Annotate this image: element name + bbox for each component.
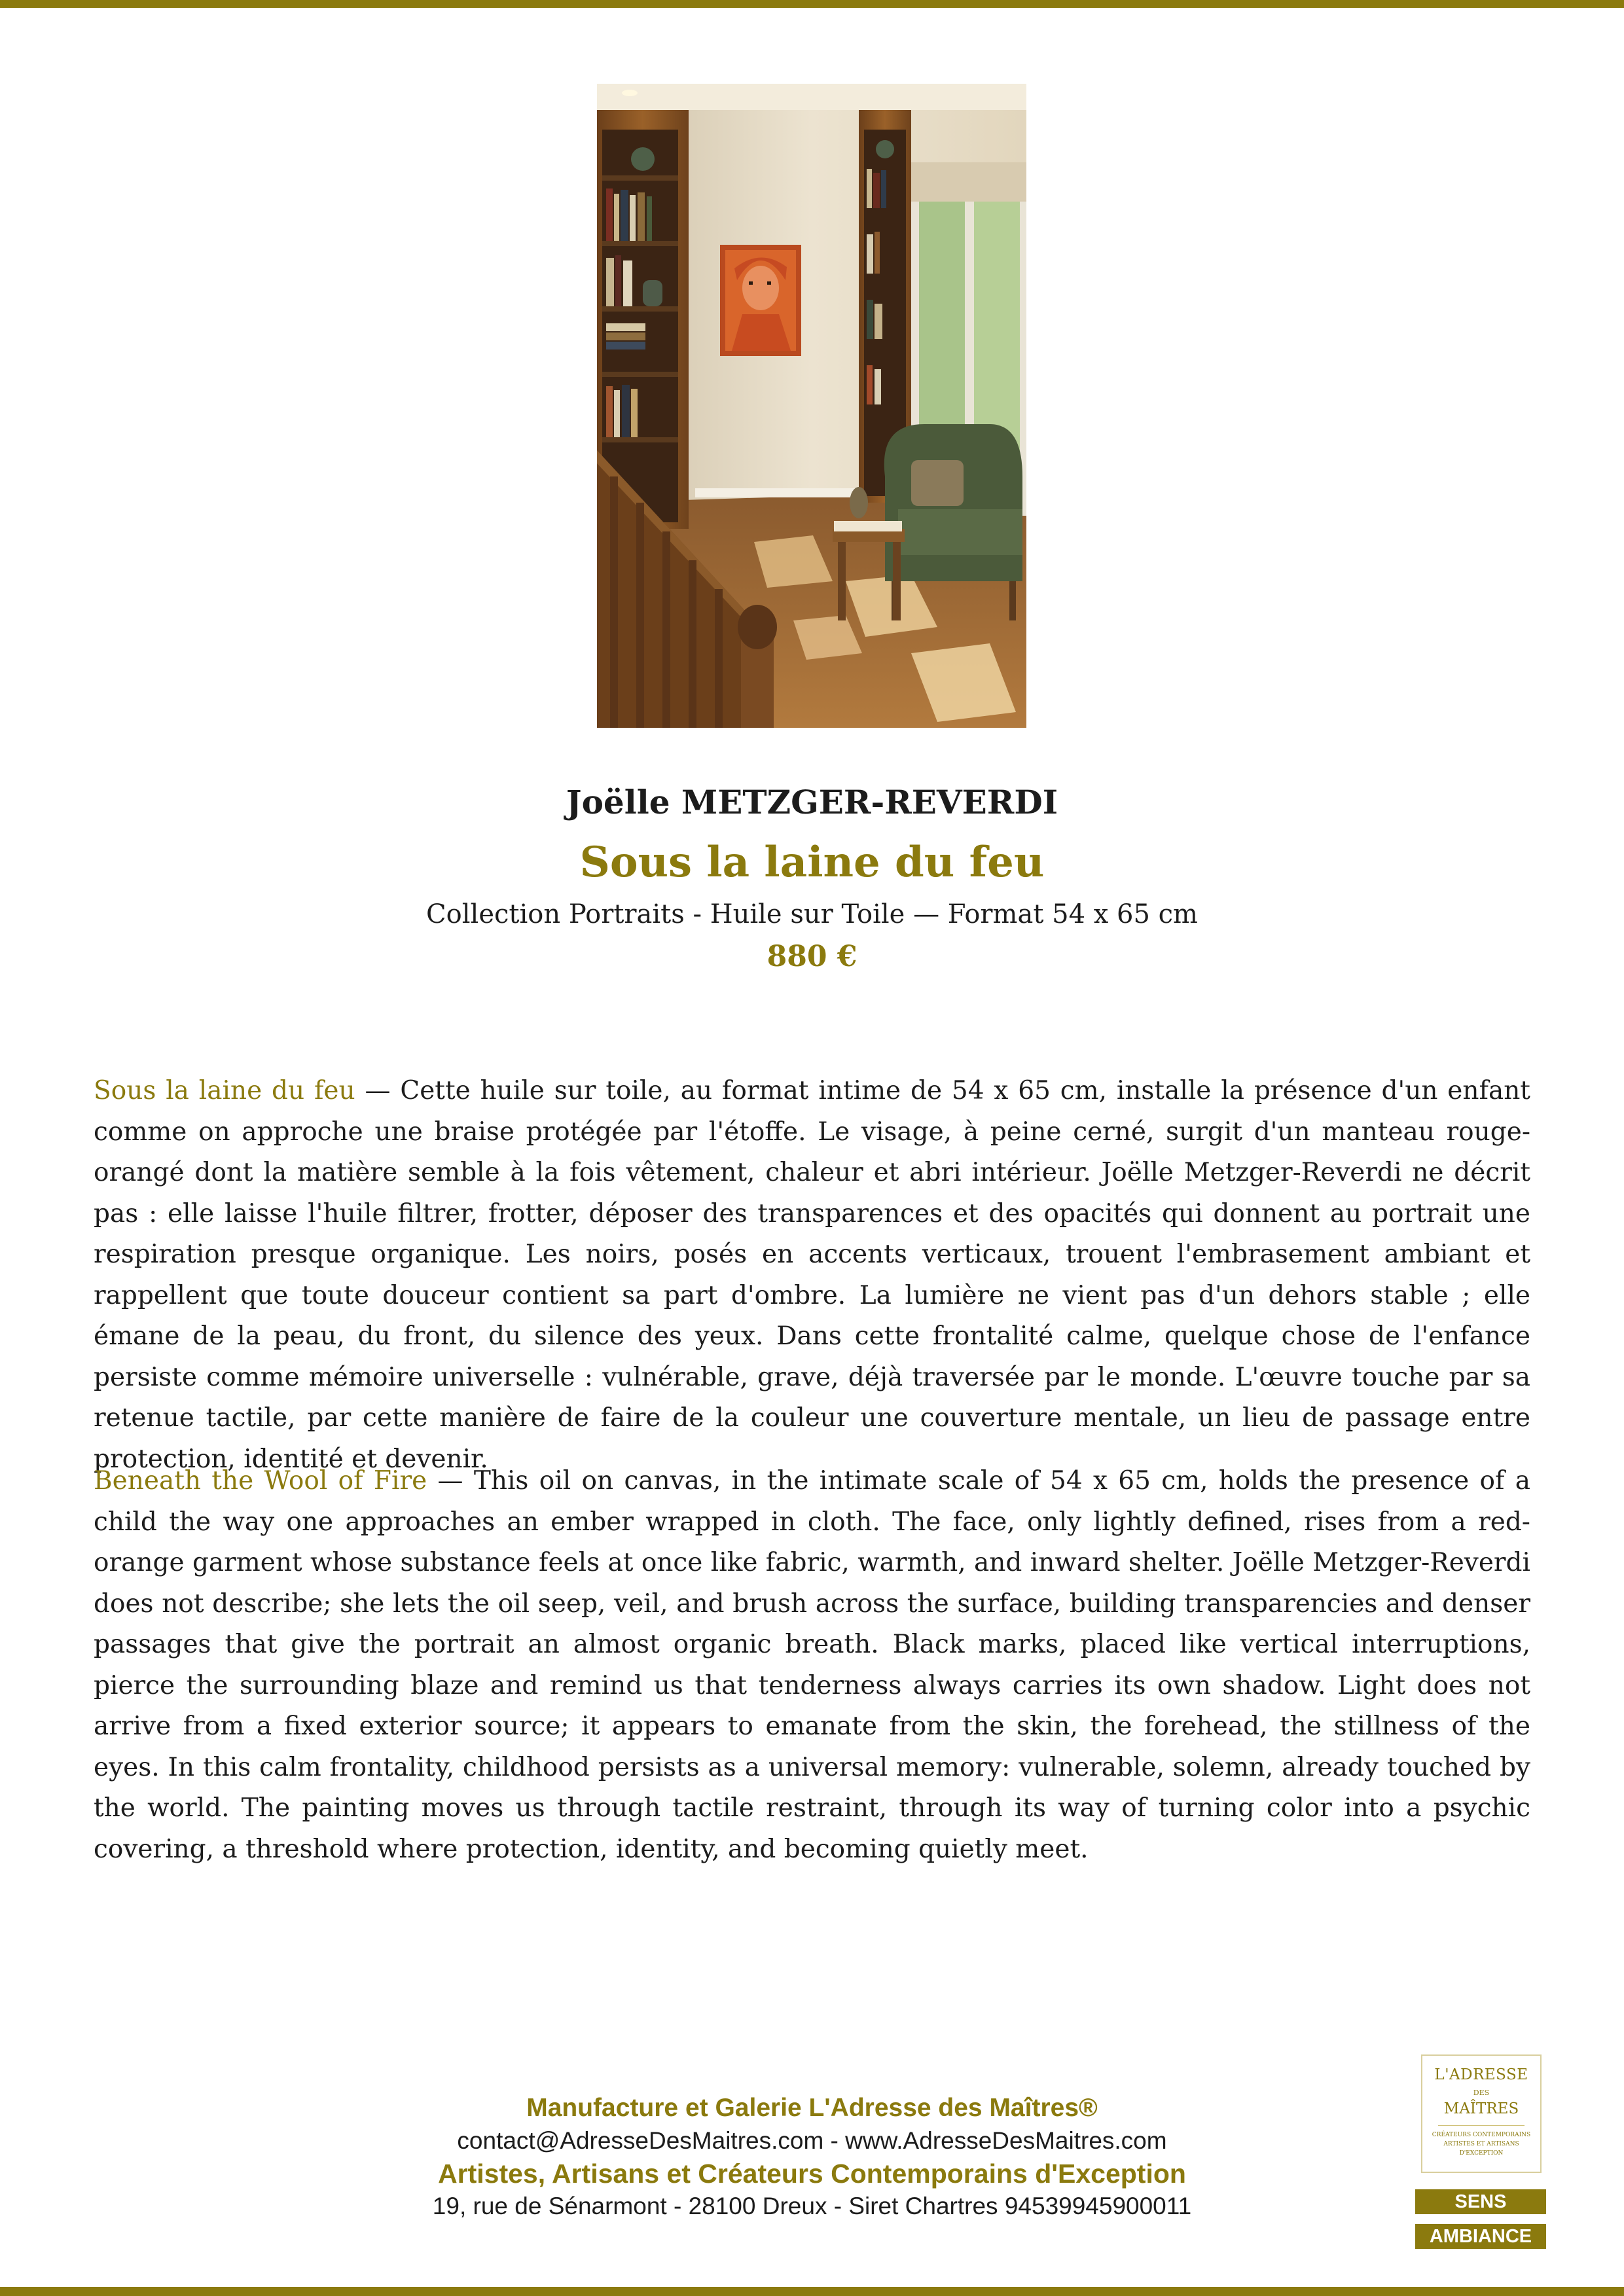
description-french-lead: Sous la laine du feu: [94, 1076, 355, 1105]
artwork-photo: [597, 84, 1026, 728]
footer-address: 19, rue de Sénarmont - 28100 Dreux - Siret Chartres 94539945900011: [432, 2193, 1192, 2219]
logo-line-1: L'ADRESSE: [1434, 2066, 1528, 2083]
artwork-title: Sous la laine du feu: [579, 838, 1045, 887]
bottom-rule: [0, 2287, 1624, 2296]
description-french: [94, 1071, 1530, 1480]
top-rule: [0, 0, 1624, 8]
footer: [0, 2092, 1624, 2223]
description-french-text: — Cette huile sur toile, au format intime de 54 x 65 cm, installe la présence d'un enfant comme on approche une braise protégée par l'étoffe. Le visage, à peine cerné, surgit d'un manteau rouge-orangé dont la matière semble à la fois vêtement, chaleur et abri intérieur. Joëlle Metzger-Reverdi ne décrit pas : elle laisse l'huile filtrer, frotter, déposer des transparences et des opacités qui donnent au portrait une respiration presque organique. Les noirs, posés en accents verticaux, trouent l'embrasement ambiant et rappellent que toute douceur contient sa part d'ombre. La lumière ne vient pas d'un dehors stable ; elle émane de la peau, du front, du silence des yeux. Dans cette frontalité calme, quelque chose de l'enfance persiste comme mémoire universelle : vulnérable, grave, déjà traversée par le monde. L'œuvre touche par sa retenue tactile, par cette manière de faire de la couleur une couverture mentale, un lieu de passage entre protection, identité et devenir.: [94, 1076, 1530, 1474]
logo-line-2: DES: [1473, 2089, 1490, 2097]
artwork-price: 880 €: [767, 940, 857, 973]
logo-line-4: CRÉATEURS CONTEMPORAINS ARTISTES ET ARTISANS D'EXCEPTION: [1432, 2132, 1531, 2157]
artwork-meta: Collection Portraits - Huile sur Toile — Format 54 x 65 cm: [426, 899, 1198, 929]
logo-divider: [1438, 2125, 1525, 2126]
gallery-logo: [1421, 2054, 1542, 2173]
logo-line-3: MAÎTRES: [1443, 2100, 1519, 2117]
artist-name: Joëlle METZGER-REVERDI: [566, 783, 1058, 821]
tag-sens: SENS: [1415, 2189, 1546, 2214]
footer-contact[interactable]: contact@AdresseDesMaitres.com - www.AdresseDesMaitres.com: [457, 2127, 1167, 2154]
description-english-text: — This oil on canvas, in the intimate scale of 54 x 65 cm, holds the presence of a child the way one approaches an ember wrapped in cloth. The face, only lightly defined, rises from a red-orange garment whose substance feels at once like fabric, warmth, and inward shelter. Joëlle Metzger-Reverdi does not describe; she lets the oil seep, veil, and brush across the surface, building transparencies and denser passages that give the portrait an almost organic breath. Black marks, placed like vertical interruptions, pierce the surrounding blaze and remind us that tenderness always carries its own shadow. Light does not arrive from a fixed exterior source; it appears to emanate from the skin, the forehead, the stillness of the eyes. In this calm frontality, childhood persists as a universal memory: vulnerable, solemn, already touched by the world. The painting moves us through tactile restraint, through its way of turning color into a psychic covering, a threshold where protection, identity, and becoming quietly meet.: [94, 1466, 1530, 1864]
description-english: [94, 1461, 1530, 1870]
description-english-lead: Beneath the Wool of Fire: [94, 1466, 427, 1496]
tag-ambiance: AMBIANCE: [1415, 2224, 1546, 2249]
footer-gallery-name: Manufacture et Galerie L'Adresse des Maîtres®: [526, 2094, 1098, 2122]
footer-tagline: Artistes, Artisans et Créateurs Contemporains d'Exception: [438, 2159, 1186, 2189]
